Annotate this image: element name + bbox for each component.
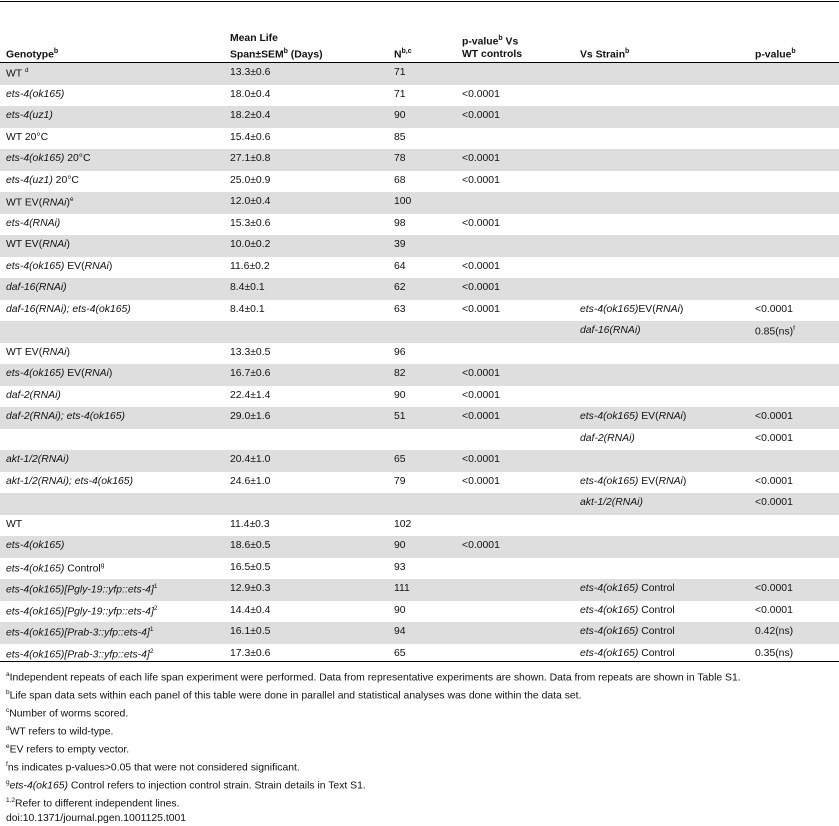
cell-lifespan: 10.0±0.2 — [230, 239, 271, 250]
text-run: Independent repeats of each life span experiment were performed. Data from representative experiments are shown. Data from repeats are shown in Table S1. — [9, 672, 741, 684]
cell-pvalue-wt: <0.0001 — [462, 110, 500, 121]
cell-pvalue — [755, 497, 793, 508]
cell-pvalue-wt: <0.0001 — [462, 174, 500, 186]
cell-lifespan: 18.6±0.5 — [230, 540, 271, 551]
header-pvalue-wt-vs: Vs — [502, 36, 519, 48]
cell-vs-strain — [580, 648, 675, 659]
header-n — [394, 45, 412, 61]
cell-n: 71 — [394, 67, 406, 78]
cell-pvalue — [755, 304, 793, 315]
text-run: ) — [108, 368, 113, 379]
header-lifespan-line2 — [230, 45, 323, 61]
cell-lifespan: 12.0±0.4 — [230, 196, 271, 207]
cell-n: 71 — [394, 88, 406, 100]
text-run: 20°C — [52, 174, 79, 186]
table-row — [0, 386, 839, 408]
cell-genotype — [6, 282, 67, 293]
footnote — [6, 686, 836, 704]
table-row — [0, 536, 839, 558]
cell-lifespan: 16.7±0.6 — [230, 368, 271, 379]
cell-genotype — [6, 175, 79, 186]
table-row — [0, 149, 839, 171]
cell-genotype — [6, 67, 28, 79]
cell-pvalue-wt: <0.0001 — [462, 260, 500, 272]
cell-n: 85 — [394, 131, 406, 143]
header-pvalue-text: p-value — [755, 49, 792, 61]
cell-pvalue-wt: <0.0001 — [462, 454, 500, 465]
text-run: Control — [638, 626, 675, 637]
cell-lifespan: 14.4±0.4 — [230, 604, 271, 616]
italic-run: ets-4(ok165) — [6, 368, 65, 379]
cell-n: 98 — [394, 217, 406, 229]
cell-lifespan: 25.0±0.9 — [230, 174, 271, 186]
italic-run: daf-2(RNAi); ets-4(ok165) — [6, 411, 125, 422]
cell-lifespan: 13.3±0.6 — [230, 67, 271, 78]
cell-n: 93 — [394, 561, 406, 573]
cell-vs-strain — [580, 433, 635, 444]
text-run: Life span data sets within each panel of this table were done in parallel and statistical analyses was done within the data set. — [9, 690, 582, 702]
italic-run: daf-2(RNAi) — [6, 389, 61, 401]
cell-genotype — [6, 648, 153, 660]
header-pvalue-sup: b — [791, 48, 796, 55]
text-run: EV refers to empty vector. — [9, 744, 130, 756]
cell-genotype — [6, 368, 112, 379]
cell-lifespan: 18.0±0.4 — [230, 88, 271, 100]
cell-genotype — [6, 519, 22, 530]
cell-pvalue — [755, 325, 795, 337]
table-row — [0, 407, 839, 429]
text-run: ) — [108, 260, 113, 272]
text-run: <0.0001 — [755, 604, 793, 616]
footnote — [6, 722, 836, 740]
cell-vs-strain — [580, 304, 683, 315]
text-run: ) — [66, 197, 70, 209]
italic-run: ets-4(ok165) — [6, 260, 65, 272]
text-run: 0.35(ns) — [755, 647, 794, 659]
header-pvalue-wt-text: p-value — [462, 36, 499, 48]
text-run: <0.0001 — [755, 411, 793, 422]
header-lifespan — [230, 32, 323, 61]
cell-n: 79 — [394, 475, 406, 487]
cell-n: 102 — [394, 518, 412, 530]
text-run: WT EV( — [6, 197, 43, 209]
table-row — [0, 171, 839, 193]
cell-pvalue-wt: <0.0001 — [462, 217, 500, 229]
footnote — [6, 704, 836, 722]
cell-pvalue — [755, 583, 793, 594]
cell-genotype — [6, 454, 69, 465]
cell-pvalue — [755, 433, 793, 444]
cell-lifespan: 29.0±1.6 — [230, 411, 271, 422]
footnote — [6, 740, 836, 758]
cell-pvalue — [755, 648, 793, 659]
italic-run: ets-4(ok165)[Pgly-19::yfp::ets-4] — [6, 605, 154, 617]
text-run: ns indicates p-values>0.05 that were not considered significant. — [7, 762, 300, 774]
italic-run: ets-4(ok165) — [6, 153, 65, 164]
footnote-marker: 1,2 — [6, 796, 16, 804]
cell-n: 90 — [394, 604, 406, 616]
italic-run: RNAi — [42, 197, 67, 209]
footnote-marker: f — [6, 760, 8, 768]
text-run: Refer to different independent lines. — [15, 798, 180, 810]
italic-run: daf-16(RNAi); ets-4(ok165) — [6, 303, 131, 315]
cell-genotype — [6, 626, 153, 638]
italic-run: ets-4(ok165) — [580, 604, 639, 616]
text-run: WT EV( — [6, 239, 43, 250]
table-body — [0, 63, 839, 665]
header-n-text: N — [394, 49, 402, 61]
header-pvalue-wt-line2: WT controls — [462, 49, 523, 61]
italic-run: ets-4(ok165) — [580, 647, 639, 659]
footnote-marker: e — [6, 742, 10, 750]
footnote-marker: a — [6, 671, 10, 678]
table-row — [0, 257, 839, 279]
text-run: ) — [66, 239, 70, 250]
text-run: WT EV( — [6, 346, 43, 358]
cell-genotype — [6, 347, 70, 358]
table-row — [0, 450, 839, 472]
cell-genotype — [6, 390, 61, 401]
table-row — [0, 192, 839, 214]
italic-run: ets-4(uz1) — [6, 110, 53, 121]
text-run: EV( — [638, 411, 659, 422]
italic-run: ets-4(ok165)[Pgly-19::yfp::ets-4] — [6, 584, 154, 596]
table-footnotes — [6, 668, 836, 826]
text-run: Number of worms scored. — [9, 708, 129, 720]
footnote — [6, 794, 836, 812]
table-bottom-rule — [0, 661, 839, 662]
cell-n: 94 — [394, 626, 406, 637]
footnote-marker: e — [69, 196, 74, 203]
italic-run: daf-16(RNAi) — [580, 325, 641, 336]
cell-lifespan: 20.4±1.0 — [230, 454, 271, 465]
text-run: Control — [638, 647, 675, 659]
text-run: ) — [66, 346, 70, 358]
cell-genotype — [6, 605, 157, 617]
cell-n: 78 — [394, 153, 406, 164]
text-run: <0.0001 — [755, 475, 793, 487]
italic-run: RNAi — [42, 346, 67, 358]
cell-vs-strain — [580, 626, 675, 637]
cell-n: 65 — [394, 647, 406, 659]
footnote-marker: f — [793, 325, 795, 332]
text-run: Control — [64, 562, 101, 574]
cell-n: 90 — [394, 389, 406, 401]
cell-lifespan: 11.6±0.2 — [230, 260, 270, 272]
text-run: EV( — [64, 368, 85, 379]
text-run: Control refers to injection control strain. Strain details in Text S1. — [67, 780, 366, 792]
italic-run: akt-1/2(RNAi) — [580, 497, 643, 508]
text-run: <0.0001 — [755, 303, 793, 315]
footnote-marker: 1 — [149, 626, 154, 633]
cell-lifespan: 24.6±1.0 — [230, 475, 271, 487]
cell-pvalue-wt: <0.0001 — [462, 282, 500, 293]
header-pvalue — [755, 45, 796, 61]
header-lifespan-unit: (Days) — [287, 49, 323, 61]
cell-vs-strain — [580, 325, 641, 336]
cell-pvalue-wt: <0.0001 — [462, 475, 500, 487]
cell-pvalue-wt: <0.0001 — [462, 368, 500, 379]
italic-run: RNAi — [84, 368, 109, 379]
header-pvalue-wt — [462, 32, 522, 61]
cell-n: 39 — [394, 239, 406, 250]
italic-run: ets-4(ok165) — [6, 88, 65, 100]
table-row — [0, 85, 839, 107]
cell-lifespan: 13.3±0.5 — [230, 346, 271, 358]
cell-genotype — [6, 583, 157, 595]
italic-run: daf-2(RNAi) — [580, 432, 635, 444]
cell-pvalue-wt: <0.0001 — [462, 88, 500, 100]
table-row — [0, 429, 839, 451]
cell-genotype — [6, 153, 90, 164]
cell-n: 63 — [394, 303, 406, 315]
cell-genotype — [6, 261, 112, 272]
table-row — [0, 601, 839, 623]
table-row — [0, 493, 839, 515]
cell-genotype — [6, 132, 48, 143]
table-row — [0, 515, 839, 537]
header-vs-strain — [580, 45, 629, 61]
italic-run: RNAi — [655, 303, 680, 315]
cell-pvalue — [755, 476, 793, 487]
header-lifespan-sup: b — [283, 48, 288, 55]
header-n-sup: b,c — [401, 48, 412, 55]
cell-genotype — [6, 218, 60, 229]
cell-vs-strain — [580, 583, 675, 594]
footnote-marker: d — [6, 724, 10, 732]
cell-n: 51 — [394, 411, 406, 422]
italic-run: ets-4(ok165)[Prab-3::yfp::ets-4] — [6, 627, 150, 639]
cell-vs-strain — [580, 411, 686, 422]
cell-n: 90 — [394, 110, 406, 121]
cell-lifespan: 18.2±0.4 — [230, 110, 271, 121]
text-run: EV( — [638, 303, 656, 315]
italic-run: akt-1/2(RNAi) — [6, 454, 69, 465]
header-genotype-text: Genotype — [6, 49, 54, 61]
cell-lifespan: 27.1±0.8 — [230, 153, 271, 164]
italic-run: ets-4(ok165) — [580, 626, 639, 637]
text-run: EV( — [64, 260, 85, 272]
header-lifespan-line1: Mean Life — [230, 33, 278, 44]
table-row — [0, 472, 839, 494]
header-vs-strain-text: Vs Strain — [580, 49, 626, 61]
text-run: WT refers to wild-type. — [9, 726, 114, 738]
cell-vs-strain — [580, 605, 675, 616]
cell-lifespan: 8.4±0.1 — [230, 303, 265, 315]
cell-pvalue-wt: <0.0001 — [462, 389, 500, 401]
table-row — [0, 128, 839, 150]
table-row — [0, 63, 839, 85]
table-top-rule — [0, 1, 839, 2]
text-run: WT — [6, 68, 25, 80]
table-row — [0, 343, 839, 365]
italic-run: ets-4(ok165) — [580, 303, 639, 315]
footnote-marker: d — [24, 67, 29, 74]
cell-lifespan: 17.3±0.6 — [230, 647, 271, 659]
cell-pvalue-wt: <0.0001 — [462, 540, 500, 551]
cell-vs-strain — [580, 476, 686, 487]
table-row — [0, 214, 839, 236]
cell-vs-strain — [580, 497, 643, 508]
header-genotype — [6, 45, 58, 61]
cell-genotype — [6, 411, 125, 422]
text-run: EV( — [638, 475, 659, 487]
italic-run: ets-4(ok165) — [6, 562, 65, 574]
cell-pvalue — [755, 626, 793, 637]
text-run: Control — [638, 604, 675, 616]
header-pvalue-wt-line1 — [462, 32, 522, 48]
table-row — [0, 579, 839, 601]
table-row — [0, 364, 839, 386]
italic-run: RNAi — [658, 411, 683, 422]
cell-genotype — [6, 196, 74, 208]
footnote-marker: 1 — [153, 583, 158, 590]
table-row — [0, 321, 839, 343]
italic-run: RNAi — [84, 260, 109, 272]
cell-n: 65 — [394, 454, 406, 465]
cell-pvalue — [755, 605, 793, 616]
cell-lifespan: 15.4±0.6 — [230, 131, 271, 143]
italic-run: ets-4(ok165) — [9, 780, 68, 792]
footnote-marker: g — [100, 561, 105, 569]
cell-genotype — [6, 562, 104, 574]
italic-run: ets-4(uz1) — [6, 174, 53, 186]
cell-genotype — [6, 110, 53, 121]
cell-lifespan: 8.4±0.1 — [230, 282, 265, 293]
cell-n: 111 — [394, 583, 410, 594]
cell-pvalue-wt: <0.0001 — [462, 153, 500, 164]
table-row — [0, 106, 839, 128]
table-row — [0, 622, 839, 644]
text-run: 0.85(ns) — [755, 326, 794, 338]
footnote — [6, 758, 836, 776]
text-run: <0.0001 — [755, 583, 793, 594]
header-pvalue-wt-sup: b — [498, 35, 503, 42]
footnote-marker: 2 — [153, 604, 158, 612]
footnote — [6, 668, 836, 686]
italic-run: akt-1/2(RNAi); ets-4(ok165) — [6, 475, 134, 487]
cell-genotype — [6, 239, 70, 250]
cell-n: 68 — [394, 174, 406, 186]
text-run: WT 20°C — [6, 131, 49, 143]
cell-lifespan: 22.4±1.4 — [230, 389, 271, 401]
header-lifespan-text: Span±SEM — [230, 49, 284, 61]
table-row — [0, 558, 839, 580]
text-run: ) — [682, 411, 687, 422]
text-run: ) — [682, 475, 687, 487]
text-run: WT — [6, 518, 23, 530]
cell-lifespan: 16.1±0.5 — [230, 626, 271, 637]
table-row — [0, 300, 839, 322]
cell-genotype — [6, 476, 133, 487]
italic-run: daf-16(RNAi) — [6, 282, 67, 293]
cell-n: 62 — [394, 282, 406, 293]
cell-pvalue-wt: <0.0001 — [462, 303, 500, 315]
italic-run: ets-4(ok165) — [580, 475, 639, 487]
cell-lifespan: 11.4±0.3 — [230, 518, 270, 530]
italic-run: ets-4(ok165) — [6, 540, 65, 551]
footnote — [6, 776, 836, 794]
text-run: doi:10.1371/journal.pgen.1001125.t001 — [6, 812, 187, 824]
italic-run: ets-4(ok165) — [580, 583, 639, 594]
cell-genotype — [6, 89, 64, 100]
cell-genotype — [6, 304, 131, 315]
header-genotype-sup: b — [53, 48, 59, 55]
cell-lifespan: 12.9±0.3 — [230, 583, 271, 594]
text-run: ) — [679, 303, 684, 315]
cell-n: 96 — [394, 346, 406, 358]
cell-pvalue — [755, 411, 793, 422]
cell-lifespan: 15.3±0.6 — [230, 217, 271, 229]
italic-run: RNAi — [42, 239, 67, 250]
italic-run: ets-4(ok165) — [580, 411, 639, 422]
cell-n: 100 — [394, 196, 412, 207]
cell-genotype — [6, 540, 64, 551]
footnote-marker: 2 — [149, 647, 154, 655]
cell-n: 64 — [394, 260, 406, 272]
text-run: <0.0001 — [755, 432, 793, 444]
footnote-marker: g — [6, 778, 10, 786]
footnote-marker: b — [6, 688, 10, 696]
footnote-marker: c — [6, 706, 10, 714]
table-row — [0, 235, 839, 257]
text-run: <0.0001 — [755, 497, 793, 508]
text-run: Control — [638, 583, 675, 594]
doi-line — [6, 812, 836, 826]
cell-n: 90 — [394, 540, 406, 551]
cell-lifespan: 16.5±0.5 — [230, 561, 271, 573]
cell-n: 82 — [394, 368, 406, 379]
italic-run: RNAi — [658, 475, 683, 487]
text-run: 0.42(ns) — [755, 626, 794, 637]
cell-pvalue-wt: <0.0001 — [462, 411, 500, 422]
text-run: 20°C — [64, 153, 91, 164]
table-row — [0, 278, 839, 300]
italic-run: ets-4(RNAi) — [6, 217, 61, 229]
header-vs-strain-sup: b — [625, 48, 630, 55]
italic-run: ets-4(ok165)[Prab-3::yfp::ets-4] — [6, 648, 150, 660]
